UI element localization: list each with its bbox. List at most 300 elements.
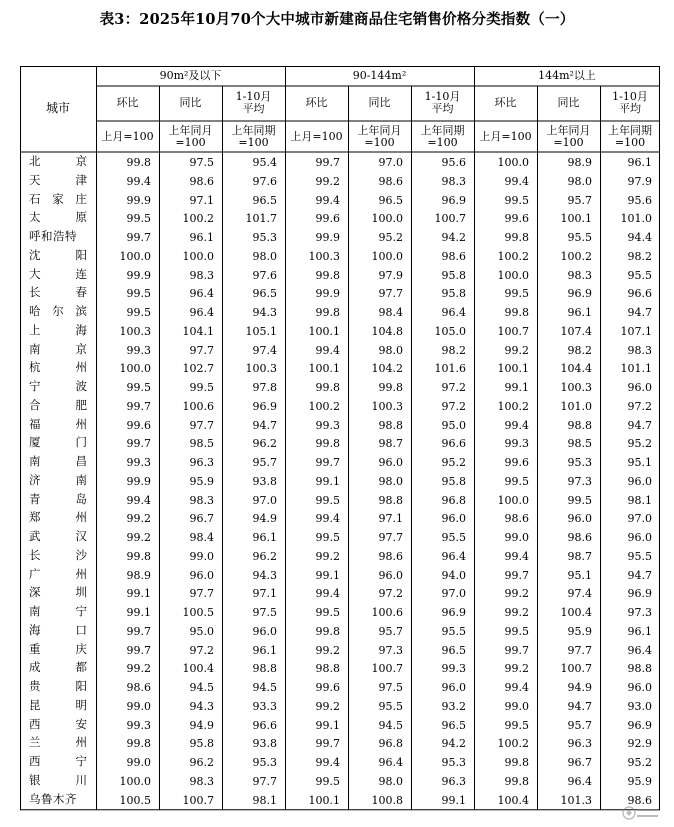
index-value: 99.8	[315, 268, 340, 282]
index-value: 98.1	[627, 493, 652, 507]
index-value: 99.8	[315, 306, 340, 319]
index-value: 98.3	[189, 493, 214, 507]
index-value: 95.7	[378, 624, 403, 638]
index-value: 96.1	[627, 156, 652, 169]
index-value: 96.9	[252, 399, 277, 413]
index-value: 99.8	[504, 756, 529, 769]
index-value: 96.5	[441, 718, 466, 732]
index-value: 94.7	[627, 306, 652, 319]
index-value: 97.1	[252, 587, 277, 601]
index-value: 100.4	[497, 793, 529, 807]
metric-header: 同比	[179, 96, 202, 109]
index-value: 97.9	[378, 268, 403, 282]
index-value: 100.5	[119, 793, 151, 807]
index-value: 99.2	[315, 174, 340, 188]
index-value: 96.0	[378, 456, 403, 469]
index-value: 95.1	[567, 568, 592, 582]
city-name: 银 川	[29, 772, 87, 787]
index-value: 99.2	[315, 699, 340, 713]
metric-header: 环比	[305, 96, 328, 109]
index-value: 99.2	[126, 531, 151, 544]
metric-header: 环比	[116, 96, 139, 109]
city-name: 天 津	[29, 172, 87, 187]
index-value: 94.2	[441, 737, 466, 751]
city-name: 合 肥	[29, 397, 87, 412]
index-value: 97.2	[441, 399, 466, 413]
index-value: 99.2	[126, 662, 151, 676]
index-value: 93.0	[627, 699, 652, 713]
index-value: 99.7	[126, 399, 151, 413]
city-name: 成 都	[29, 660, 87, 675]
index-value: 97.7	[189, 587, 214, 601]
index-value: 99.1	[126, 587, 151, 601]
index-value: 98.0	[252, 249, 277, 263]
index-value: 95.9	[567, 624, 592, 638]
base-period-header: 上月=100	[290, 130, 343, 143]
index-value: 94.9	[189, 718, 214, 732]
index-value: 99.5	[126, 212, 151, 226]
index-value: 99.5	[504, 718, 529, 732]
index-value: 94.5	[252, 681, 277, 694]
index-value: 101.1	[620, 362, 652, 376]
index-value: 101.7	[245, 212, 277, 226]
index-value: 95.3	[252, 231, 277, 244]
index-value: 99.8	[126, 549, 151, 563]
index-value: 94.7	[627, 568, 652, 582]
index-value: 96.0	[627, 531, 652, 544]
index-value: 98.6	[378, 174, 403, 188]
index-value: 98.8	[378, 418, 403, 432]
index-value: 99.1	[315, 474, 340, 488]
index-value: 97.1	[378, 512, 403, 526]
index-value: 99.8	[504, 774, 529, 788]
index-value: 99.4	[315, 587, 340, 601]
index-value: 95.0	[441, 418, 466, 432]
index-value: 96.0	[378, 568, 403, 582]
index-value: 96.4	[441, 549, 466, 563]
index-value: 100.6	[182, 399, 214, 413]
index-value: 98.7	[378, 437, 403, 451]
index-value: 98.0	[567, 174, 592, 188]
index-value: 100.7	[182, 793, 214, 807]
index-value: 100.0	[371, 212, 403, 226]
index-value: 97.7	[252, 774, 277, 788]
index-value: 104.4	[560, 362, 592, 376]
index-value: 94.7	[567, 699, 592, 713]
index-value: 100.0	[497, 156, 529, 169]
index-value: 95.7	[567, 718, 592, 732]
city-name: 宁 波	[29, 379, 87, 393]
index-value: 98.8	[627, 662, 652, 676]
index-value: 97.4	[252, 343, 277, 357]
index-value: 95.6	[441, 156, 466, 169]
index-value: 101.0	[620, 212, 652, 226]
index-value: 98.6	[504, 512, 529, 526]
index-value: 95.0	[189, 624, 214, 638]
city-name: 哈 尔 滨	[29, 304, 87, 318]
city-name: 呼和浩特	[29, 229, 77, 243]
index-value: 99.0	[504, 531, 529, 544]
index-value: 99.7	[315, 737, 340, 751]
index-value: 98.3	[567, 268, 592, 282]
index-value: 99.2	[315, 549, 340, 563]
index-value: 94.9	[252, 512, 277, 526]
base-period-header: 上年同月 =100	[357, 124, 402, 149]
index-value: 93.8	[252, 474, 277, 488]
index-value: 100.4	[560, 606, 592, 619]
index-value: 97.1	[189, 193, 214, 207]
index-value: 94.5	[378, 718, 403, 732]
city-name: 沈 阳	[29, 247, 87, 262]
index-value: 99.7	[315, 456, 340, 469]
index-value: 107.1	[620, 324, 652, 338]
index-value: 99.6	[126, 418, 151, 432]
index-value: 96.6	[627, 287, 652, 301]
index-value: 96.9	[567, 287, 592, 301]
size-group-header: 90m²及以下	[159, 69, 222, 82]
index-value: 95.2	[378, 231, 403, 244]
index-value: 96.1	[627, 624, 652, 638]
index-value: 100.4	[182, 662, 214, 676]
index-value: 105.1	[245, 324, 277, 338]
index-value: 98.6	[567, 531, 592, 544]
metric-header: 1-10月 平均	[235, 90, 272, 115]
index-value: 99.4	[504, 681, 529, 694]
index-value: 94.3	[252, 568, 277, 582]
index-value: 99.9	[315, 231, 340, 244]
index-value: 95.2	[627, 437, 652, 451]
index-value: 96.4	[189, 306, 214, 319]
index-value: 95.3	[567, 456, 592, 469]
index-value: 97.7	[189, 418, 214, 432]
index-value: 99.5	[315, 531, 340, 544]
index-value: 99.7	[126, 624, 151, 638]
index-value: 93.3	[252, 699, 277, 713]
base-period-header: 上年同期 =100	[608, 124, 652, 149]
index-value: 99.3	[126, 718, 151, 732]
index-value: 105.0	[434, 324, 466, 338]
index-value: 98.6	[189, 174, 214, 188]
index-value: 97.7	[378, 287, 403, 301]
index-value: 95.5	[378, 699, 403, 713]
index-value: 99.2	[504, 606, 529, 619]
index-value: 99.5	[315, 606, 340, 619]
index-value: 94.5	[189, 681, 214, 694]
index-value: 96.0	[441, 681, 466, 694]
index-value: 98.4	[378, 306, 403, 319]
index-value: 96.0	[627, 381, 652, 394]
metric-header: 环比	[494, 96, 517, 109]
index-value: 96.9	[627, 587, 652, 601]
index-value: 100.0	[182, 249, 214, 263]
index-value: 98.7	[567, 549, 592, 563]
city-column-header: 城市	[45, 101, 70, 115]
index-value: 94.0	[441, 568, 466, 582]
city-name: 贵 阳	[29, 679, 87, 693]
index-value: 95.5	[627, 549, 652, 563]
index-value: 99.4	[504, 174, 529, 188]
index-value: 99.2	[504, 662, 529, 676]
metric-header: 1-10月 平均	[612, 90, 648, 115]
table-title: 表3：2025年10月70个大中城市新建商品住宅销售价格分类指数（一）	[99, 11, 575, 28]
index-value: 96.4	[441, 306, 466, 319]
index-value: 99.7	[126, 437, 151, 451]
index-value: 96.4	[567, 774, 592, 788]
index-value: 95.2	[627, 756, 652, 769]
index-value: 100.3	[371, 399, 403, 413]
index-value: 97.0	[627, 512, 652, 526]
index-value: 99.9	[315, 287, 340, 301]
index-value: 95.7	[567, 193, 592, 207]
index-value: 98.9	[126, 568, 151, 582]
index-value: 100.0	[497, 493, 529, 507]
index-value: 98.5	[567, 437, 592, 451]
index-value: 99.6	[504, 212, 529, 226]
index-value: 98.0	[378, 474, 403, 488]
index-value: 97.0	[252, 493, 277, 507]
base-period-header: 上月=100	[101, 130, 154, 143]
index-value: 95.1	[627, 456, 652, 469]
index-value: 97.4	[567, 587, 592, 601]
index-value: 92.9	[627, 737, 652, 751]
base-period-header: 上月=100	[479, 130, 532, 143]
index-value: 96.6	[441, 437, 466, 451]
index-value: 100.3	[245, 362, 277, 376]
base-period-header: 上年同月 =100	[168, 124, 213, 149]
index-value: 97.9	[627, 174, 652, 188]
index-value: 93.8	[252, 737, 277, 751]
city-name: 广 州	[29, 566, 87, 581]
city-name: 石 家 庄	[29, 191, 87, 206]
base-period-header: 上年同期 =100	[420, 124, 465, 149]
index-value: 96.2	[252, 549, 277, 563]
index-value: 99.2	[504, 343, 529, 357]
index-value: 97.0	[378, 156, 403, 169]
index-value: 96.8	[441, 493, 466, 507]
metric-header: 1-10月 平均	[424, 90, 461, 115]
city-name: 厦 门	[29, 435, 87, 450]
index-value: 95.9	[627, 774, 652, 788]
index-value: 97.5	[252, 606, 277, 619]
index-value: 97.0	[441, 587, 466, 601]
index-value: 101.0	[560, 399, 592, 413]
index-value: 97.7	[567, 643, 592, 657]
index-value: 95.5	[441, 531, 466, 544]
index-value: 97.2	[189, 643, 214, 657]
index-value: 94.2	[441, 231, 466, 244]
index-value: 99.1	[504, 381, 529, 394]
index-value: 98.5	[189, 437, 214, 451]
index-value: 95.7	[252, 456, 277, 469]
city-name: 武 汉	[29, 529, 87, 543]
index-value: 99.5	[504, 287, 529, 301]
index-value: 95.3	[252, 756, 277, 769]
index-value: 100.0	[119, 249, 151, 263]
index-value: 95.5	[627, 268, 652, 282]
index-value: 100.7	[560, 662, 592, 676]
city-name: 昆 明	[29, 697, 87, 712]
index-value: 96.9	[441, 193, 466, 207]
index-value: 99.8	[504, 231, 529, 244]
index-value: 97.6	[252, 174, 277, 188]
index-value: 97.5	[378, 681, 403, 694]
index-value: 100.7	[497, 324, 529, 338]
index-value: 99.9	[126, 193, 151, 207]
index-value: 99.0	[189, 549, 214, 563]
watermark-icon	[622, 805, 660, 821]
metric-header: 同比	[368, 96, 391, 109]
index-value: 96.3	[567, 737, 592, 751]
index-value: 94.3	[252, 306, 277, 319]
index-value: 94.7	[627, 418, 652, 432]
index-value: 95.4	[252, 156, 277, 169]
city-name: 郑 州	[29, 510, 87, 525]
index-value: 99.0	[126, 756, 151, 769]
index-value: 99.3	[441, 662, 466, 676]
index-value: 95.2	[441, 456, 466, 469]
index-value: 99.8	[315, 381, 340, 394]
index-value: 98.8	[315, 662, 340, 676]
index-value: 98.8	[378, 493, 403, 507]
index-value: 96.8	[378, 737, 403, 751]
index-value: 96.6	[252, 718, 277, 732]
index-value: 99.5	[126, 287, 151, 301]
index-value: 96.4	[189, 287, 214, 301]
city-name: 福 州	[29, 416, 87, 431]
index-value: 96.2	[252, 437, 277, 451]
city-name: 上 海	[29, 322, 87, 337]
index-value: 99.1	[315, 568, 340, 582]
index-value: 98.9	[567, 156, 592, 169]
city-name: 长 春	[29, 285, 87, 300]
index-value: 98.2	[627, 249, 652, 263]
index-value: 98.3	[189, 268, 214, 282]
index-value: 100.1	[308, 793, 340, 807]
index-value: 100.0	[497, 268, 529, 282]
index-value: 98.6	[126, 681, 151, 694]
index-value: 101.3	[560, 793, 592, 807]
index-value: 99.7	[315, 156, 340, 169]
index-value: 96.1	[189, 231, 214, 244]
index-value: 97.3	[567, 474, 592, 488]
city-name: 太 原	[29, 210, 87, 225]
city-name: 北 京	[29, 154, 87, 168]
index-value: 96.1	[252, 643, 277, 657]
index-value: 100.0	[119, 774, 151, 788]
city-name: 重 庆	[29, 641, 87, 656]
city-name: 南 昌	[29, 454, 87, 468]
index-value: 97.3	[627, 606, 652, 619]
index-value: 96.0	[252, 624, 277, 638]
index-value: 100.1	[308, 324, 340, 338]
index-value: 100.3	[308, 249, 340, 263]
index-value: 95.8	[441, 268, 466, 282]
index-value: 96.2	[189, 756, 214, 769]
index-value: 99.0	[504, 699, 529, 713]
index-value: 99.2	[126, 512, 151, 526]
index-value: 99.8	[126, 156, 151, 169]
index-value: 100.5	[182, 606, 214, 619]
index-value: 100.7	[434, 212, 466, 226]
city-name: 济 南	[29, 472, 87, 487]
index-value: 99.2	[315, 643, 340, 657]
index-value: 94.4	[627, 231, 652, 244]
base-period-header: 上年同期 =100	[231, 124, 276, 149]
size-group-header: 90-144m²	[352, 69, 407, 82]
index-value: 104.8	[371, 324, 403, 338]
index-value: 99.3	[504, 437, 529, 451]
index-value: 100.1	[560, 212, 592, 226]
index-value: 99.5	[504, 193, 529, 207]
index-value: 99.9	[126, 268, 151, 282]
index-value: 99.8	[126, 737, 151, 751]
index-value: 99.8	[504, 306, 529, 319]
index-value: 95.6	[627, 193, 652, 207]
index-value: 96.5	[252, 287, 277, 301]
index-value: 99.5	[126, 381, 151, 394]
index-value: 94.3	[189, 699, 214, 713]
index-value: 98.2	[567, 343, 592, 357]
index-value: 96.0	[189, 568, 214, 582]
index-value: 100.0	[371, 249, 403, 263]
index-value: 99.1	[441, 793, 466, 807]
index-value: 95.8	[189, 737, 214, 751]
price-index-table	[20, 66, 660, 818]
index-value: 99.6	[315, 681, 340, 694]
city-name: 杭 州	[29, 360, 87, 375]
index-value: 97.6	[252, 268, 277, 282]
index-value: 99.6	[315, 212, 340, 226]
index-value: 99.7	[126, 643, 151, 657]
index-value: 95.5	[567, 231, 592, 244]
index-value: 98.6	[378, 549, 403, 563]
index-value: 93.2	[441, 699, 466, 713]
city-name: 兰 州	[29, 735, 87, 750]
index-value: 96.7	[567, 756, 592, 769]
index-value: 98.2	[441, 343, 466, 357]
index-value: 98.3	[189, 774, 214, 788]
city-name: 长 沙	[29, 547, 87, 562]
index-value: 96.0	[627, 474, 652, 488]
city-name: 西 安	[29, 716, 87, 731]
index-value: 96.9	[441, 606, 466, 619]
index-value: 99.4	[126, 174, 151, 188]
base-period-header: 上年同月 =100	[546, 124, 591, 149]
index-value: 96.1	[252, 531, 277, 544]
index-value: 99.5	[315, 774, 340, 788]
index-value: 98.4	[189, 531, 214, 544]
city-name: 乌鲁木齐	[29, 791, 77, 806]
index-value: 98.8	[567, 418, 592, 432]
index-value: 107.4	[560, 324, 592, 338]
index-value: 98.3	[441, 174, 466, 188]
index-value: 99.5	[126, 306, 151, 319]
city-name: 南 京	[29, 341, 87, 356]
index-value: 99.7	[126, 231, 151, 244]
index-value: 96.0	[567, 512, 592, 526]
index-value: 99.5	[189, 381, 214, 394]
index-value: 96.0	[441, 512, 466, 526]
index-value: 99.7	[504, 568, 529, 582]
index-value: 99.4	[315, 343, 340, 357]
index-value: 99.8	[315, 624, 340, 638]
index-value: 95.5	[441, 624, 466, 638]
index-value: 97.7	[189, 343, 214, 357]
index-value: 96.3	[441, 774, 466, 788]
index-value: 99.1	[126, 606, 151, 619]
index-value: 99.4	[315, 512, 340, 526]
city-name: 海 口	[29, 622, 87, 637]
